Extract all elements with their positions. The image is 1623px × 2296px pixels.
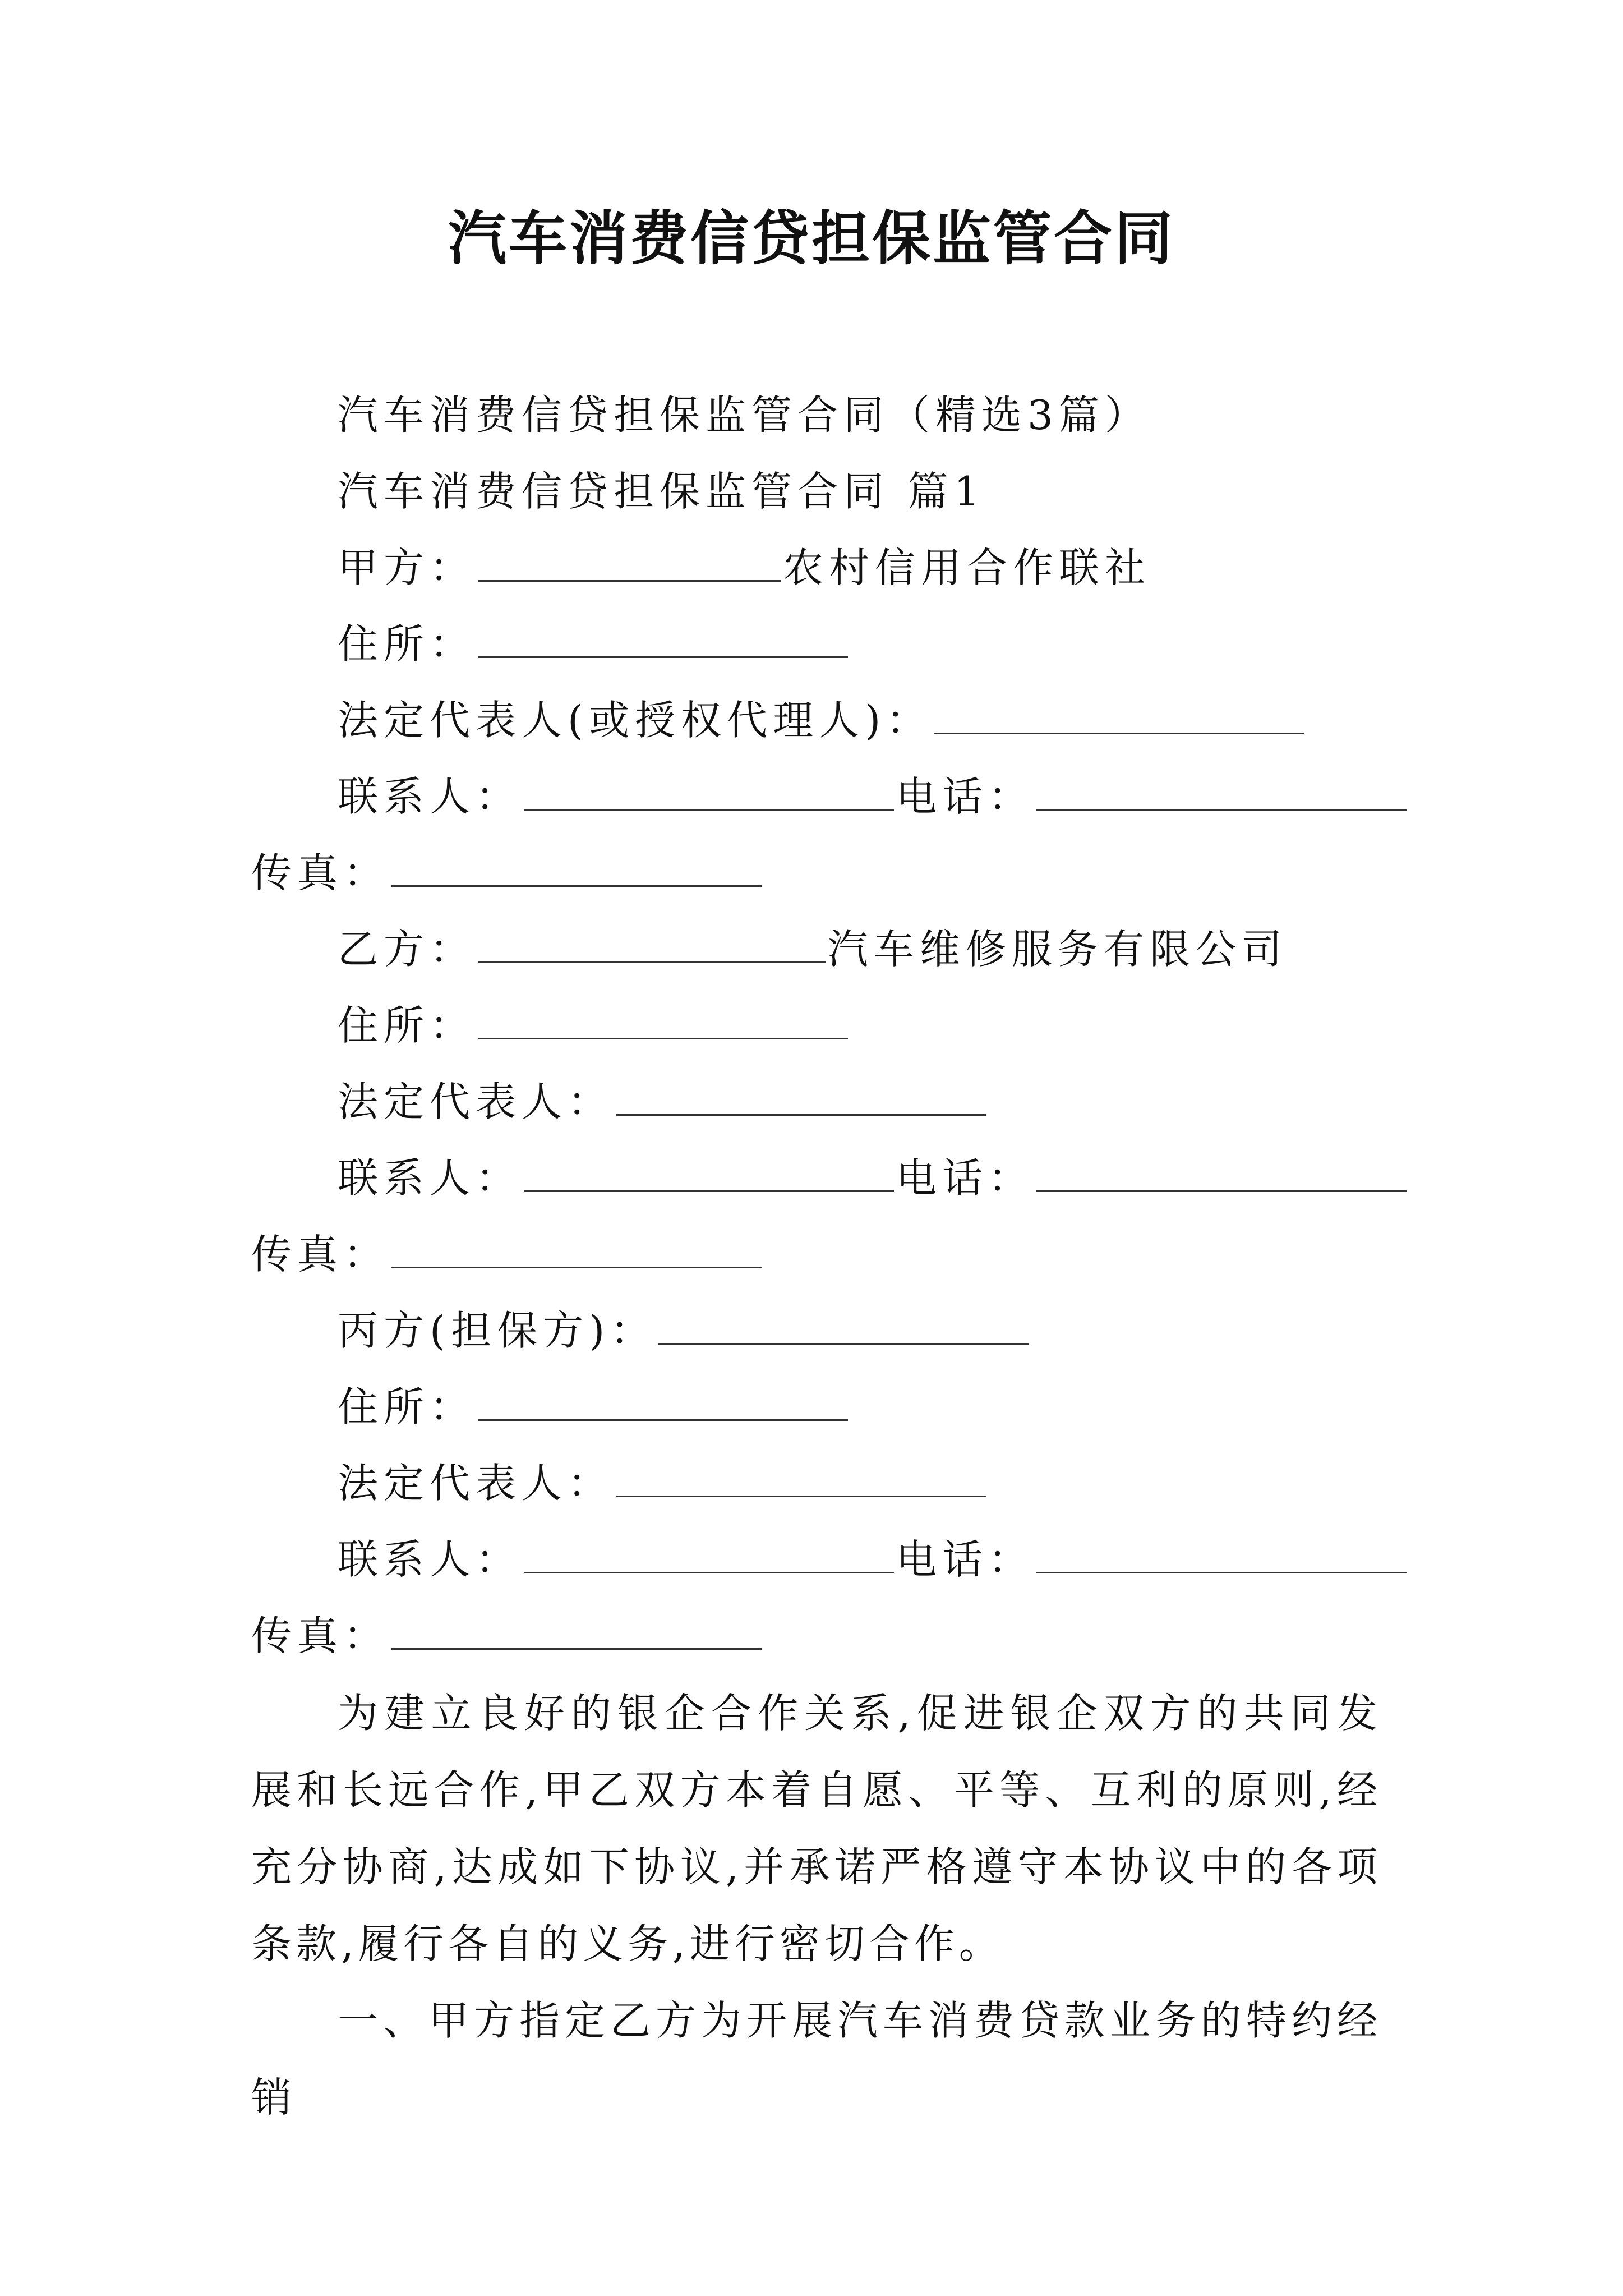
party-a-fax-blank[interactable] — [391, 849, 762, 887]
party-a-phone-label: 电话： — [896, 773, 1035, 820]
party-c-contact-line — [338, 1531, 1409, 1588]
party-c-rep-blank[interactable] — [616, 1460, 986, 1497]
party-c-rep-label: 法定代表人： — [338, 1460, 614, 1507]
party-a-label: 甲方： — [338, 544, 476, 591]
party-c-address-line — [338, 1379, 850, 1435]
party-b-contact-label: 联系人： — [338, 1154, 522, 1202]
party-c-fax-blank[interactable] — [391, 1612, 762, 1650]
party-c-phone-blank[interactable] — [1036, 1536, 1407, 1573]
document-subtitle: 汽车消费信贷担保监管合同（精选3篇） — [338, 392, 1151, 439]
party-b-address-line — [338, 997, 850, 1053]
party-a-suffix: 农村信用合作联社 — [783, 544, 1151, 591]
party-a-address-line — [338, 616, 850, 672]
party-b-suffix: 汽车维修服务有限公司 — [828, 926, 1288, 973]
party-c-line — [338, 1303, 1031, 1359]
party-b-fax-label: 传真： — [251, 1231, 390, 1278]
party-a-line — [338, 540, 1151, 596]
party-c-rep-line — [338, 1455, 988, 1511]
party-b-fax-line — [251, 1226, 764, 1282]
party-b-address-blank[interactable] — [478, 1002, 848, 1039]
party-b-address-label: 住所： — [338, 1002, 476, 1049]
party-a-rep-label: 法定代表人(或授权代理人)： — [338, 697, 933, 744]
party-c-contact-label: 联系人： — [338, 1536, 522, 1583]
party-b-rep-blank[interactable] — [616, 1078, 986, 1116]
party-b-fax-blank[interactable] — [391, 1231, 762, 1268]
party-c-fax-label: 传真： — [251, 1612, 390, 1659]
party-a-contact-line — [338, 769, 1409, 825]
party-a-fax-label: 传真： — [251, 849, 390, 896]
preamble-paragraph: 为建立良好的银企合作关系,促进银企双方的共同发展和长远合作,甲乙双方本着自愿、平等、互利的原则,经充分协商,达成如下协议,并承诺严格遵守本协议中的各项条款,履行各自的义务,进行密切合作。 — [251, 1690, 1382, 1967]
party-b-contact-line — [338, 1150, 1409, 1206]
party-b-contact-blank[interactable] — [524, 1154, 894, 1192]
party-b-rep-line — [338, 1074, 988, 1130]
party-b-rep-label: 法定代表人： — [338, 1078, 614, 1125]
party-a-rep-line — [338, 692, 1307, 748]
document-title: 汽车消费信贷担保监管合同 — [448, 204, 1175, 273]
party-b-phone-label: 电话： — [896, 1154, 1035, 1202]
party-c-address-label: 住所： — [338, 1383, 476, 1430]
party-a-fax-line — [251, 845, 764, 901]
party-c-phone-label: 电话： — [896, 1536, 1035, 1583]
party-b-phone-blank[interactable] — [1036, 1154, 1407, 1192]
party-a-contact-label: 联系人： — [338, 773, 522, 820]
party-a-contact-blank[interactable] — [524, 773, 894, 811]
party-a-address-label: 住所： — [338, 620, 476, 668]
section-heading: 汽车消费信贷担保监管合同 篇1 — [338, 468, 985, 515]
party-c-contact-blank[interactable] — [524, 1536, 894, 1573]
party-b-line — [338, 921, 1288, 977]
party-c-address-blank[interactable] — [478, 1383, 848, 1421]
party-c-name-blank[interactable] — [658, 1307, 1029, 1345]
party-b-label: 乙方： — [338, 926, 476, 973]
clause-1-paragraph: 一、甲方指定乙方为开展汽车消费贷款业务的特约经销 — [251, 1997, 1382, 2121]
party-b-name-blank[interactable] — [478, 926, 826, 963]
party-a-phone-blank[interactable] — [1036, 773, 1407, 811]
party-c-fax-line — [251, 1608, 764, 1664]
party-a-name-blank[interactable] — [478, 544, 781, 582]
party-c-label: 丙方(担保方)： — [338, 1307, 657, 1354]
party-a-rep-blank[interactable] — [934, 697, 1304, 734]
party-a-address-blank[interactable] — [478, 620, 848, 658]
